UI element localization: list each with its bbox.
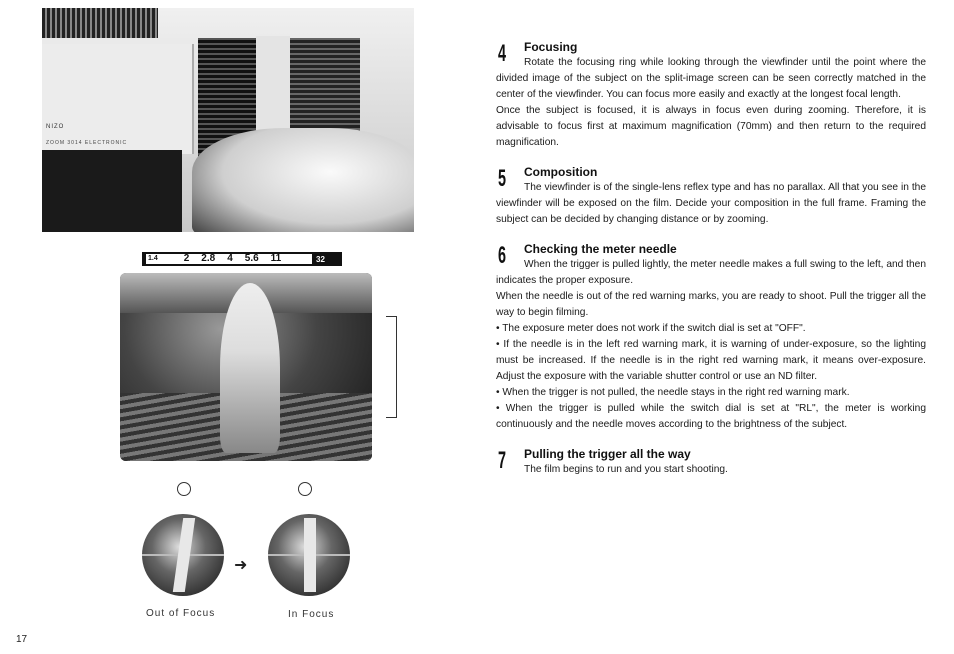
section-trigger (496, 447, 926, 478)
focus-indicator-circle (177, 482, 191, 496)
section-body (496, 257, 926, 433)
bullet-item: • When the trigger is not pulled, the needle stays in the right red warning mark. (496, 387, 850, 398)
bullet-item: • When the trigger is pulled while the switch dial is set at "RL", the meter is working continuously and the needle moves according to the brightness of the subject. (496, 403, 926, 430)
section-title: Pulling the trigger all the way (524, 447, 691, 461)
section-meter-needle (496, 242, 926, 433)
section-focusing (496, 40, 926, 151)
camera-photo (42, 8, 414, 232)
section-number: 7 (498, 447, 507, 474)
focus-indicator-circle (298, 482, 312, 496)
viewfinder-subject (220, 283, 280, 453)
camera-model-label: ZOOM 3014 ELECTRONIC (46, 140, 128, 146)
camera-top-detail (42, 8, 158, 38)
section-title: Focusing (524, 40, 578, 54)
camera-brand-label: NIZO (46, 124, 65, 130)
bullet-item: • If the needle is in the left red warning mark, it is warning of under-exposure, so the lighting must be increased. If the needle is in the right red warning mark, it means over-exposure. Adjust the exposure with the variable shutter control or use an ND filter. (496, 339, 926, 382)
out-of-focus-caption: Out of Focus (146, 608, 216, 619)
section-title: Composition (524, 165, 598, 179)
paragraph: Once the subject is focused, it is always in focus even during zooming. Therefore, it is advisable to focus first at maximum magnification (70mm) and then return to the required magnification. (496, 105, 926, 148)
section-number: 4 (498, 40, 507, 67)
paragraph: When the needle is out of the red warning marks, you are ready to shoot. Pull the trigger all the way to begin filming. (496, 291, 926, 318)
scale-mark: 5.6 (244, 253, 259, 264)
in-focus-view (268, 514, 350, 596)
bullet-item: • The exposure meter does not work if the switch dial is set at "OFF". (496, 323, 806, 334)
section-composition (496, 165, 926, 228)
in-focus-caption: In Focus (288, 609, 335, 620)
scale-mark: 4 (227, 253, 233, 264)
exposure-scale-window (146, 254, 312, 264)
camera-grip (42, 150, 182, 232)
section-number: 5 (498, 165, 507, 192)
section-body (496, 462, 926, 478)
paragraph: When the trigger is pulled lightly, the meter needle makes a full swing to the left, and then indicates the proper exposure. (496, 259, 926, 286)
page-number: 17 (16, 634, 28, 645)
scale-mark: 11 (270, 253, 282, 264)
instructions-column (496, 40, 926, 492)
viewfinder-photo (120, 273, 372, 461)
exposure-scale (142, 252, 342, 266)
scale-mark-end: 32 (316, 254, 325, 264)
scale-mark: 2 (183, 253, 190, 264)
scale-mark: 1.4 (148, 255, 158, 262)
meter-needle-indicator (386, 316, 397, 418)
section-body (496, 180, 926, 228)
section-title: Checking the meter needle (524, 242, 677, 256)
out-of-focus-view (142, 514, 224, 596)
paragraph: Rotate the focusing ring while looking through the viewfinder until the point where the divided image of the subject on the split-image screen can be seen correctly matched in the center of the viewfinder. You can focus more easily and exactly at the longest focal length. (496, 57, 926, 100)
arrow-right-icon: ➜ (234, 557, 248, 574)
paragraph: The film begins to run and you start shooting. (524, 464, 728, 475)
camera-body (42, 44, 194, 154)
scale-mark: 2.8 (201, 253, 216, 264)
hand-on-lens (192, 128, 414, 232)
section-body (496, 55, 926, 151)
paragraph: The viewfinder is of the single-lens reflex type and has no parallax. All that you see in the viewfinder will be exposed on the film. Decide your composition in the full frame. Framing the subject can be decided by changing distance or by zooming. (496, 182, 926, 225)
section-number: 6 (498, 242, 507, 269)
